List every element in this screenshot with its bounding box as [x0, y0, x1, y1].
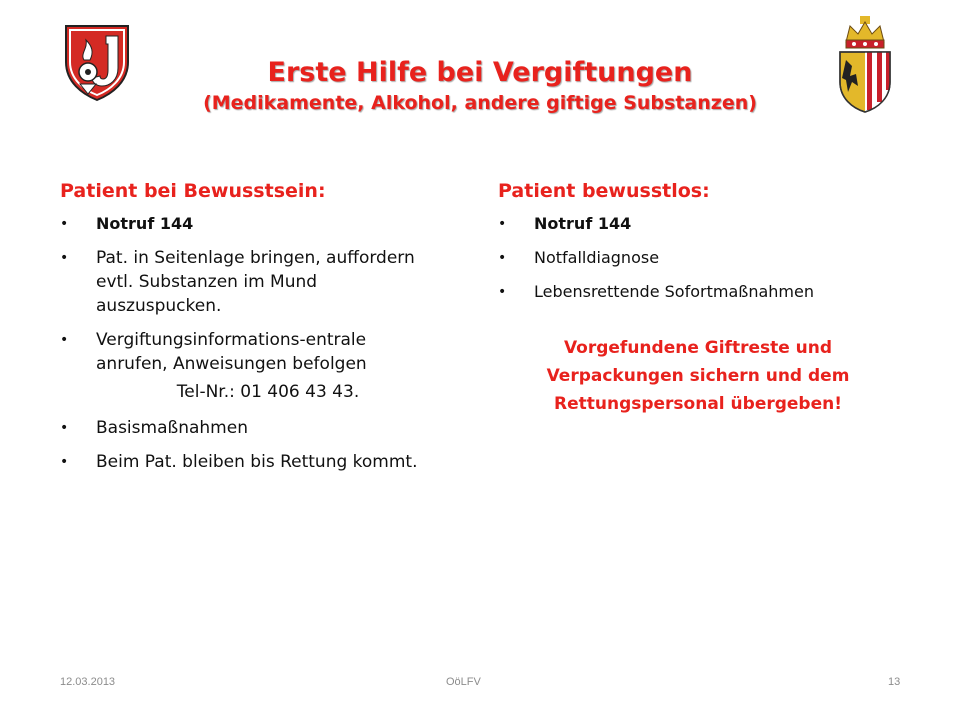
list-item	[498, 280, 898, 304]
list-item	[498, 246, 898, 270]
bullet-icon: •	[60, 454, 69, 470]
list-item-text: Notfalldiagnose	[534, 248, 660, 267]
list-item-text: Notruf 144	[534, 214, 632, 233]
list-item-text: Vergiftungsinformations-entrale anrufen, Anweisungen befolgen	[96, 330, 367, 374]
list-item	[60, 246, 440, 318]
bullet-icon: •	[498, 284, 507, 300]
bullet-icon: •	[60, 420, 69, 436]
bullet-icon: •	[60, 332, 69, 348]
list-item-text: Notruf 144	[96, 214, 194, 233]
list-item	[60, 450, 440, 474]
warning-note: Vorgefundene Giftreste und Verpackungen sichern und dem Rettungspersonal übergeben!	[546, 338, 850, 414]
list-item-text: Basismaßnahmen	[96, 418, 248, 438]
upper-austria-coat-of-arms-icon	[836, 16, 894, 114]
list-item-text: Pat. in Seitenlage bringen, auffordern evtl. Substanzen im Mund auszuspucken.	[96, 248, 415, 316]
footer-organization: OöLFV	[446, 676, 481, 688]
title-block	[150, 56, 810, 116]
list-item-text: Lebensrettende Sofortmaßnahmen	[534, 282, 814, 301]
right-bullet-list	[498, 212, 898, 304]
left-bullet-list	[60, 212, 440, 376]
slide-subtitle: (Medikamente, Alkohol, andere giftige Substanzen)	[203, 92, 757, 114]
left-column	[60, 176, 440, 484]
phone-number: Tel-Nr.: 01 406 43 43.	[176, 382, 360, 402]
slide-title: Erste Hilfe bei Vergiftungen	[267, 57, 693, 88]
right-heading: Patient bewusstlos:	[498, 180, 710, 202]
bullet-icon: •	[498, 250, 507, 266]
fire-brigade-youth-logo-icon	[62, 22, 132, 102]
left-heading: Patient bei Bewusstsein:	[60, 180, 326, 202]
bullet-icon: •	[60, 216, 69, 232]
footer-date: 12.03.2013	[60, 676, 116, 688]
list-item	[60, 212, 440, 236]
footer-page-number: 13	[888, 676, 901, 688]
list-item-text: Beim Pat. bleiben bis Rettung kommt.	[96, 452, 418, 472]
list-item	[498, 212, 898, 236]
left-bullet-list-continued	[60, 416, 440, 474]
bullet-icon: •	[60, 250, 69, 266]
right-column	[498, 176, 898, 418]
list-item	[60, 328, 440, 376]
bullet-icon: •	[498, 216, 507, 232]
list-item	[60, 416, 440, 440]
